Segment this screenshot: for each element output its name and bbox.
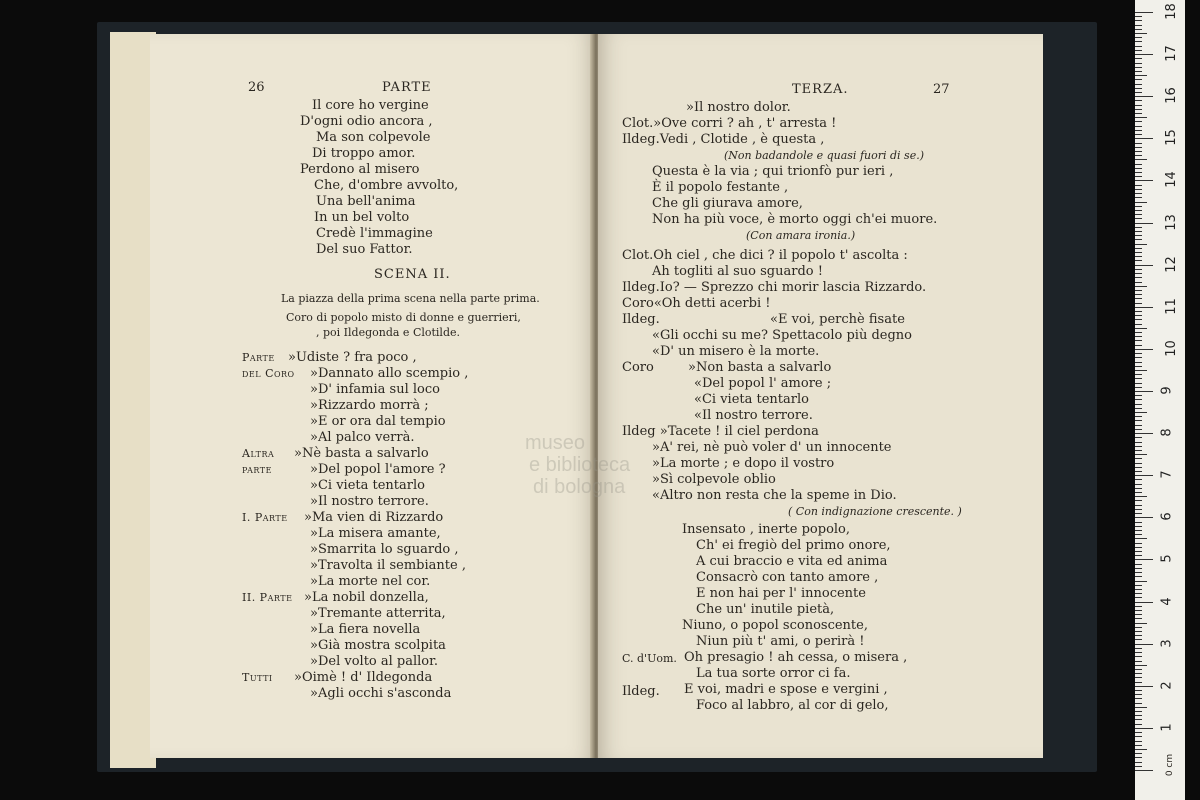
ruler-tick	[1135, 105, 1142, 106]
text-line: Non ha più voce, è morto oggi ch'ei muore.	[652, 212, 938, 227]
chorus-line: »La fiera novella	[310, 622, 421, 637]
ruler-tick	[1135, 728, 1153, 729]
ruler-tick	[1135, 336, 1142, 337]
ruler-tick	[1135, 741, 1142, 742]
ruler-number: 16	[1163, 87, 1179, 104]
ruler-tick	[1135, 176, 1142, 177]
ruler-tick	[1135, 703, 1142, 704]
ruler-tick	[1135, 41, 1142, 42]
text-line: »Non basta a salvarlo	[688, 360, 832, 375]
ruler-tick	[1135, 736, 1142, 737]
verse-line: In un bel volto	[314, 210, 410, 225]
text-line: Clot.»Ove corri ? ah , t' arresta !	[622, 116, 837, 131]
ruler-tick	[1135, 749, 1147, 750]
ruler-tick	[1135, 442, 1142, 443]
ruler-tick	[1135, 50, 1142, 51]
ruler-tick	[1135, 126, 1142, 127]
page-number-right: 27	[933, 82, 950, 97]
speaker-label: parte	[242, 463, 272, 476]
ruler-tick	[1135, 324, 1142, 325]
ruler-tick	[1135, 513, 1142, 514]
ruler-tick	[1135, 395, 1142, 396]
speaker-label: II. Parte	[242, 591, 293, 604]
ruler-number: 12	[1163, 255, 1179, 273]
ruler-tick	[1135, 12, 1153, 13]
ruler-tick	[1135, 244, 1147, 245]
ruler-tick	[1135, 505, 1142, 506]
verse-line: Credè l'immagine	[316, 226, 433, 241]
ruler-tick	[1135, 151, 1142, 152]
verse-line: D'ogni odio ancora ,	[300, 114, 433, 129]
text-line: Ah togliti al suo sguardo !	[652, 264, 823, 279]
ruler-tick	[1135, 362, 1142, 363]
ruler-tick	[1135, 479, 1142, 480]
speaker-label: C. d'Uom.	[622, 652, 677, 665]
ruler-number: 10	[1163, 340, 1179, 357]
ruler-tick	[1135, 282, 1142, 283]
ruler-tick	[1135, 416, 1142, 417]
ruler-tick	[1135, 547, 1142, 548]
verse-line: Che, d'ombre avvolto,	[314, 178, 459, 193]
watermark	[525, 432, 630, 498]
ruler-tick	[1135, 63, 1142, 64]
text-line: »Il nostro dolor.	[686, 100, 791, 115]
ruler-tick	[1135, 231, 1142, 232]
ruler-tick	[1135, 58, 1142, 59]
ruler-tick	[1135, 614, 1142, 615]
ruler-number: 4	[1159, 596, 1175, 606]
ruler-tick	[1135, 378, 1142, 379]
ruler-number: 18	[1163, 3, 1179, 20]
ruler-tick	[1135, 227, 1142, 228]
ruler-tick	[1135, 340, 1142, 341]
ruler-tick	[1135, 391, 1153, 392]
ruler-tick	[1135, 113, 1142, 114]
ruler-tick	[1135, 564, 1142, 565]
ruler-tick	[1135, 138, 1153, 139]
text-line: Ildeg.Io? — Sprezzo chi morir lascia Rizzardo.	[622, 280, 927, 295]
ruler-tick	[1135, 193, 1142, 194]
text-line: Oh presagio ! ah cessa, o misera ,	[684, 650, 908, 665]
chorus-line: »Smarrita lo sguardo ,	[310, 542, 459, 557]
ruler-tick	[1135, 719, 1142, 720]
ruler-tick	[1135, 492, 1142, 493]
chorus-line: »Del volto al pallor.	[310, 654, 439, 669]
text-line: Consacrò con tanto amore ,	[696, 570, 879, 585]
ruler-tick	[1135, 84, 1142, 85]
ruler-tick	[1135, 130, 1142, 131]
chorus-line: »Dannato allo scempio ,	[310, 366, 469, 381]
ruler-tick	[1135, 404, 1142, 405]
chorus-line: »La nobil donzella,	[304, 590, 429, 605]
ruler-number: 7	[1159, 470, 1175, 479]
ruler-tick	[1135, 753, 1142, 754]
speaker-label: del Coro	[242, 367, 295, 380]
watermark-line: di bologna	[533, 476, 626, 498]
ruler-tick	[1135, 644, 1153, 645]
ruler-number: 5	[1159, 554, 1175, 564]
ruler-tick	[1135, 446, 1142, 447]
chorus-line: »Ci vieta tentarlo	[310, 478, 425, 493]
chorus-line: »Nè basta a salvarlo	[294, 446, 429, 461]
ruler-tick	[1135, 294, 1142, 295]
ruler-tick	[1135, 155, 1142, 156]
ruler-number: 15	[1163, 129, 1179, 147]
ruler-tick	[1135, 197, 1142, 198]
chorus-line: »D' infamia sul loco	[310, 382, 440, 397]
ruler-tick	[1135, 471, 1142, 472]
ruler-tick	[1135, 311, 1142, 312]
stage-direction: ( Con indignazione crescente. )	[788, 505, 962, 518]
ruler-tick	[1135, 20, 1142, 21]
ruler-tick	[1135, 143, 1142, 144]
ruler-tick	[1135, 345, 1142, 346]
ruler-tick	[1135, 694, 1142, 695]
ruler-tick	[1135, 256, 1142, 257]
scene-description-1: La piazza della prima scena nella parte prima.	[281, 292, 540, 305]
ruler-tick	[1135, 522, 1142, 523]
ruler-tick	[1135, 374, 1142, 375]
watermark-line: museo	[525, 432, 586, 454]
speaker-label: Ildeg.	[622, 684, 660, 699]
text-line: «Del popol l' amore ;	[694, 376, 832, 391]
chorus-line: »Il nostro terrore.	[310, 494, 429, 509]
chorus-line: »Del popol l'amore ?	[310, 462, 446, 477]
ruler-tick	[1135, 315, 1142, 316]
chorus-line: »Udiste ? fra poco ,	[288, 350, 417, 365]
ruler-tick	[1135, 770, 1153, 771]
ruler-tick	[1135, 290, 1142, 291]
ruler-tick	[1135, 46, 1142, 47]
ruler-tick	[1135, 239, 1142, 240]
ruler-tick	[1135, 121, 1142, 122]
text-line: »La morte ; e dopo il vostro	[652, 456, 835, 471]
chorus-line: »Oimè ! d' Ildegonda	[294, 670, 433, 685]
chorus-line: »La morte nel cor.	[310, 574, 431, 589]
stage-direction: (Non badandole e quasi fuori di se.)	[724, 149, 924, 162]
ruler-tick	[1135, 168, 1142, 169]
ruler-tick	[1135, 711, 1142, 712]
ruler-unit-label: 0 cm	[1165, 753, 1176, 777]
ruler-tick	[1135, 538, 1147, 539]
ruler-tick	[1135, 75, 1147, 76]
text-line: Che un' inutile pietà,	[696, 602, 835, 617]
ruler-tick	[1135, 572, 1142, 573]
ruler-tick	[1135, 484, 1142, 485]
ruler-tick	[1135, 328, 1147, 329]
ruler-tick	[1135, 724, 1142, 725]
ruler-tick	[1135, 766, 1142, 767]
chorus-line: »Travolta il sembiante ,	[310, 558, 466, 573]
ruler-number: 17	[1163, 45, 1179, 62]
ruler-tick	[1135, 206, 1142, 207]
verse-line: Il core ho vergine	[312, 98, 429, 113]
ruler-number: 2	[1159, 681, 1175, 690]
text-line: Ch' ei fregiò del primo onore,	[696, 538, 891, 553]
text-line: »Sì colpevole oblio	[652, 472, 776, 487]
ruler-tick	[1135, 218, 1142, 219]
speaker-label: Altra	[242, 447, 275, 460]
ruler-tick	[1135, 353, 1142, 354]
chorus-line: »La misera amante,	[310, 526, 441, 541]
ruler-tick	[1135, 648, 1142, 649]
ruler-tick	[1135, 223, 1153, 224]
ruler-tick	[1135, 429, 1142, 430]
ruler-number: 8	[1159, 428, 1175, 437]
ruler-tick	[1135, 551, 1142, 552]
ruler-tick	[1135, 303, 1142, 304]
ruler-tick	[1135, 67, 1142, 68]
ruler-tick	[1135, 454, 1147, 455]
scene-title: SCENA II.	[374, 267, 451, 282]
ruler-tick	[1135, 686, 1153, 687]
ruler-tick	[1135, 399, 1142, 400]
chorus-line: »Ma vien di Rizzardo	[304, 510, 444, 525]
ruler-tick	[1135, 534, 1142, 535]
text-line: Niun più t' ami, o perirà !	[696, 634, 865, 649]
ruler-tick	[1135, 559, 1153, 560]
text-line: Coro«Oh detti acerbi !	[622, 296, 771, 311]
ruler-tick	[1135, 134, 1142, 135]
ruler-tick	[1135, 164, 1142, 165]
ruler-tick	[1135, 581, 1147, 582]
text-line: «Gli occhi su me? Spettacolo più degno	[652, 328, 912, 343]
ruler-tick	[1135, 618, 1142, 619]
ruler-tick	[1135, 286, 1147, 287]
ruler-tick	[1135, 202, 1147, 203]
ruler-tick	[1135, 496, 1147, 497]
ruler-tick	[1135, 762, 1142, 763]
ruler-tick	[1135, 639, 1142, 640]
ruler-tick	[1135, 606, 1142, 607]
ruler-tick	[1135, 265, 1153, 266]
text-line: Clot.Oh ciel , che dici ? il popolo t' ascolta :	[622, 248, 908, 263]
chorus-line: »Già mostra scolpita	[310, 638, 446, 653]
ruler-tick	[1135, 673, 1142, 674]
ruler-tick	[1135, 260, 1142, 261]
ruler-tick	[1135, 661, 1142, 662]
ruler-tick	[1135, 37, 1142, 38]
ruler-tick	[1135, 319, 1142, 320]
ruler-tick	[1135, 54, 1153, 55]
text-line: «Altro non resta che la speme in Dio.	[652, 488, 897, 503]
ruler-tick	[1135, 307, 1153, 308]
ruler-tick	[1135, 25, 1142, 26]
ruler-tick	[1135, 757, 1142, 758]
verse-line: Di troppo amor.	[312, 146, 416, 161]
ruler-tick	[1135, 71, 1142, 72]
ruler-tick	[1135, 147, 1142, 148]
ruler-tick	[1135, 16, 1142, 17]
ruler-tick	[1135, 627, 1142, 628]
text-line: «D' un misero è la morte.	[652, 344, 820, 359]
ruler-tick	[1135, 610, 1142, 611]
ruler-tick	[1135, 366, 1142, 367]
text-line: Che gli giurava amore,	[652, 196, 803, 211]
ruler-tick	[1135, 652, 1142, 653]
ruler-tick	[1135, 420, 1142, 421]
ruler-tick	[1135, 33, 1147, 34]
ruler-tick	[1135, 467, 1142, 468]
ruler-tick	[1135, 96, 1153, 97]
ruler-tick	[1135, 437, 1142, 438]
text-line: E non hai per l' innocente	[696, 586, 866, 601]
ruler-tick	[1135, 29, 1142, 30]
ruler-tick	[1135, 298, 1142, 299]
text-line: Questa è la via ; qui trionfò pur ieri ,	[652, 164, 894, 179]
ruler-tick	[1135, 715, 1142, 716]
verse-line: Una bell'anima	[316, 194, 416, 209]
ruler-tick	[1135, 117, 1147, 118]
chorus-line: »Tremante atterrita,	[310, 606, 446, 621]
watermark-line: e biblioteca	[529, 454, 631, 476]
text-line: A cui braccio e vita ed anima	[696, 554, 888, 569]
ruler-tick	[1135, 412, 1147, 413]
ruler-tick	[1135, 690, 1142, 691]
right-page	[598, 34, 1043, 758]
ruler-tick	[1135, 463, 1142, 464]
ruler-tick	[1135, 92, 1142, 93]
ruler-tick	[1135, 745, 1142, 746]
ruler-tick	[1135, 623, 1147, 624]
ruler-tick	[1135, 543, 1142, 544]
ruler-tick	[1135, 235, 1142, 236]
text-line: Ildeg »Tacete ! il ciel perdona	[622, 424, 819, 439]
speaker-label: I. Parte	[242, 511, 288, 524]
measuring-ruler	[1135, 0, 1185, 800]
ruler-tick	[1135, 589, 1142, 590]
ruler-number: 9	[1159, 386, 1175, 395]
ruler-tick	[1135, 214, 1142, 215]
verse-line: Ma son colpevole	[316, 130, 431, 145]
ruler-tick	[1135, 88, 1142, 89]
ruler-tick	[1135, 488, 1142, 489]
ruler-tick	[1135, 109, 1142, 110]
ruler-number: 6	[1159, 512, 1175, 521]
ruler-tick	[1135, 585, 1142, 586]
ruler-tick	[1135, 682, 1142, 683]
verse-line: Perdono al misero	[300, 162, 420, 177]
ruler-tick	[1135, 425, 1142, 426]
chorus-line: »E or ora dal tempio	[310, 414, 446, 429]
ruler-number: 13	[1163, 213, 1179, 231]
ruler-number: 14	[1163, 171, 1179, 189]
chorus-line: »Agli occhi s'asconda	[310, 686, 452, 701]
ruler-tick	[1135, 357, 1142, 358]
verse-line: Del suo Fattor.	[316, 242, 413, 257]
text-line: »A' rei, nè può voler d' un innocente	[652, 440, 892, 455]
stage-direction: (Con amara ironia.)	[746, 229, 856, 242]
text-line: Ildeg.Vedi , Clotide , è questa ,	[622, 132, 825, 147]
ruler-number: 11	[1163, 297, 1179, 315]
ruler-tick	[1135, 383, 1142, 384]
chorus-line: »Rizzardo morrà ;	[310, 398, 429, 413]
text-line: Niuno, o popol sconoscente,	[682, 618, 868, 633]
text-line: È il popolo festante ,	[652, 180, 789, 195]
ruler-tick	[1135, 597, 1142, 598]
ruler-tick	[1135, 79, 1142, 80]
ruler-tick	[1135, 269, 1142, 270]
text-line: Insensato , inerte popolo,	[682, 522, 851, 537]
speaker-label: Ildeg.	[622, 312, 660, 327]
ruler-tick	[1135, 248, 1142, 249]
ruler-tick	[1135, 370, 1147, 371]
running-header-right: TERZA.	[792, 82, 849, 97]
ruler-tick	[1135, 475, 1153, 476]
ruler-tick	[1135, 180, 1153, 181]
speaker-label: Coro	[622, 360, 654, 375]
ruler-tick	[1135, 349, 1153, 350]
ruler-tick	[1135, 458, 1142, 459]
ruler-tick	[1135, 593, 1142, 594]
text-line: E voi, madri e spose e vergini ,	[684, 682, 888, 697]
left-page	[150, 34, 595, 758]
ruler-tick	[1135, 252, 1142, 253]
scene-description-2: Coro di popolo misto di donne e guerrieri,	[286, 311, 521, 324]
ruler-number: 3	[1159, 639, 1175, 648]
ruler-tick	[1135, 707, 1147, 708]
ruler-tick	[1135, 568, 1142, 569]
text-line: «Il nostro terrore.	[694, 408, 813, 423]
text-line: Foco al labbro, al cor di gelo,	[696, 698, 889, 713]
ruler-tick	[1135, 273, 1142, 274]
ruler-tick	[1135, 433, 1153, 434]
text-line: «Ci vieta tentarlo	[694, 392, 809, 407]
speaker-label: Parte	[242, 351, 275, 364]
text-line: «E voi, perchè fisate	[770, 312, 905, 327]
ruler-tick	[1135, 677, 1142, 678]
ruler-tick	[1135, 500, 1142, 501]
ruler-tick	[1135, 185, 1142, 186]
ruler-tick	[1135, 159, 1147, 160]
scene-description-3: , poi Ildegonda e Clotilde.	[316, 326, 460, 339]
ruler-tick	[1135, 100, 1142, 101]
speaker-label: Tutti	[242, 671, 273, 684]
running-header-left: PARTE	[382, 80, 432, 95]
ruler-tick	[1135, 698, 1142, 699]
chorus-line: »Al palco verrà.	[310, 430, 415, 445]
ruler-number: 1	[1159, 723, 1175, 732]
ruler-tick	[1135, 530, 1142, 531]
ruler-tick	[1135, 189, 1142, 190]
ruler-tick	[1135, 631, 1142, 632]
ruler-tick	[1135, 602, 1153, 603]
ruler-tick	[1135, 332, 1142, 333]
ruler-tick	[1135, 387, 1142, 388]
text-line: La tua sorte orror ci fa.	[696, 666, 851, 681]
page-number-left: 26	[248, 80, 265, 95]
ruler-tick	[1135, 576, 1142, 577]
ruler-tick	[1135, 172, 1142, 173]
ruler-tick	[1135, 509, 1142, 510]
ruler-tick	[1135, 732, 1142, 733]
ruler-tick	[1135, 450, 1142, 451]
ruler-tick	[1135, 210, 1142, 211]
ruler-tick	[1135, 277, 1142, 278]
ruler-tick	[1135, 408, 1142, 409]
ruler-tick	[1135, 517, 1153, 518]
ruler-tick	[1135, 555, 1142, 556]
ruler-tick	[1135, 656, 1142, 657]
ruler-tick	[1135, 635, 1142, 636]
ruler-tick	[1135, 669, 1142, 670]
ruler-tick	[1135, 526, 1142, 527]
ruler-tick	[1135, 665, 1147, 666]
